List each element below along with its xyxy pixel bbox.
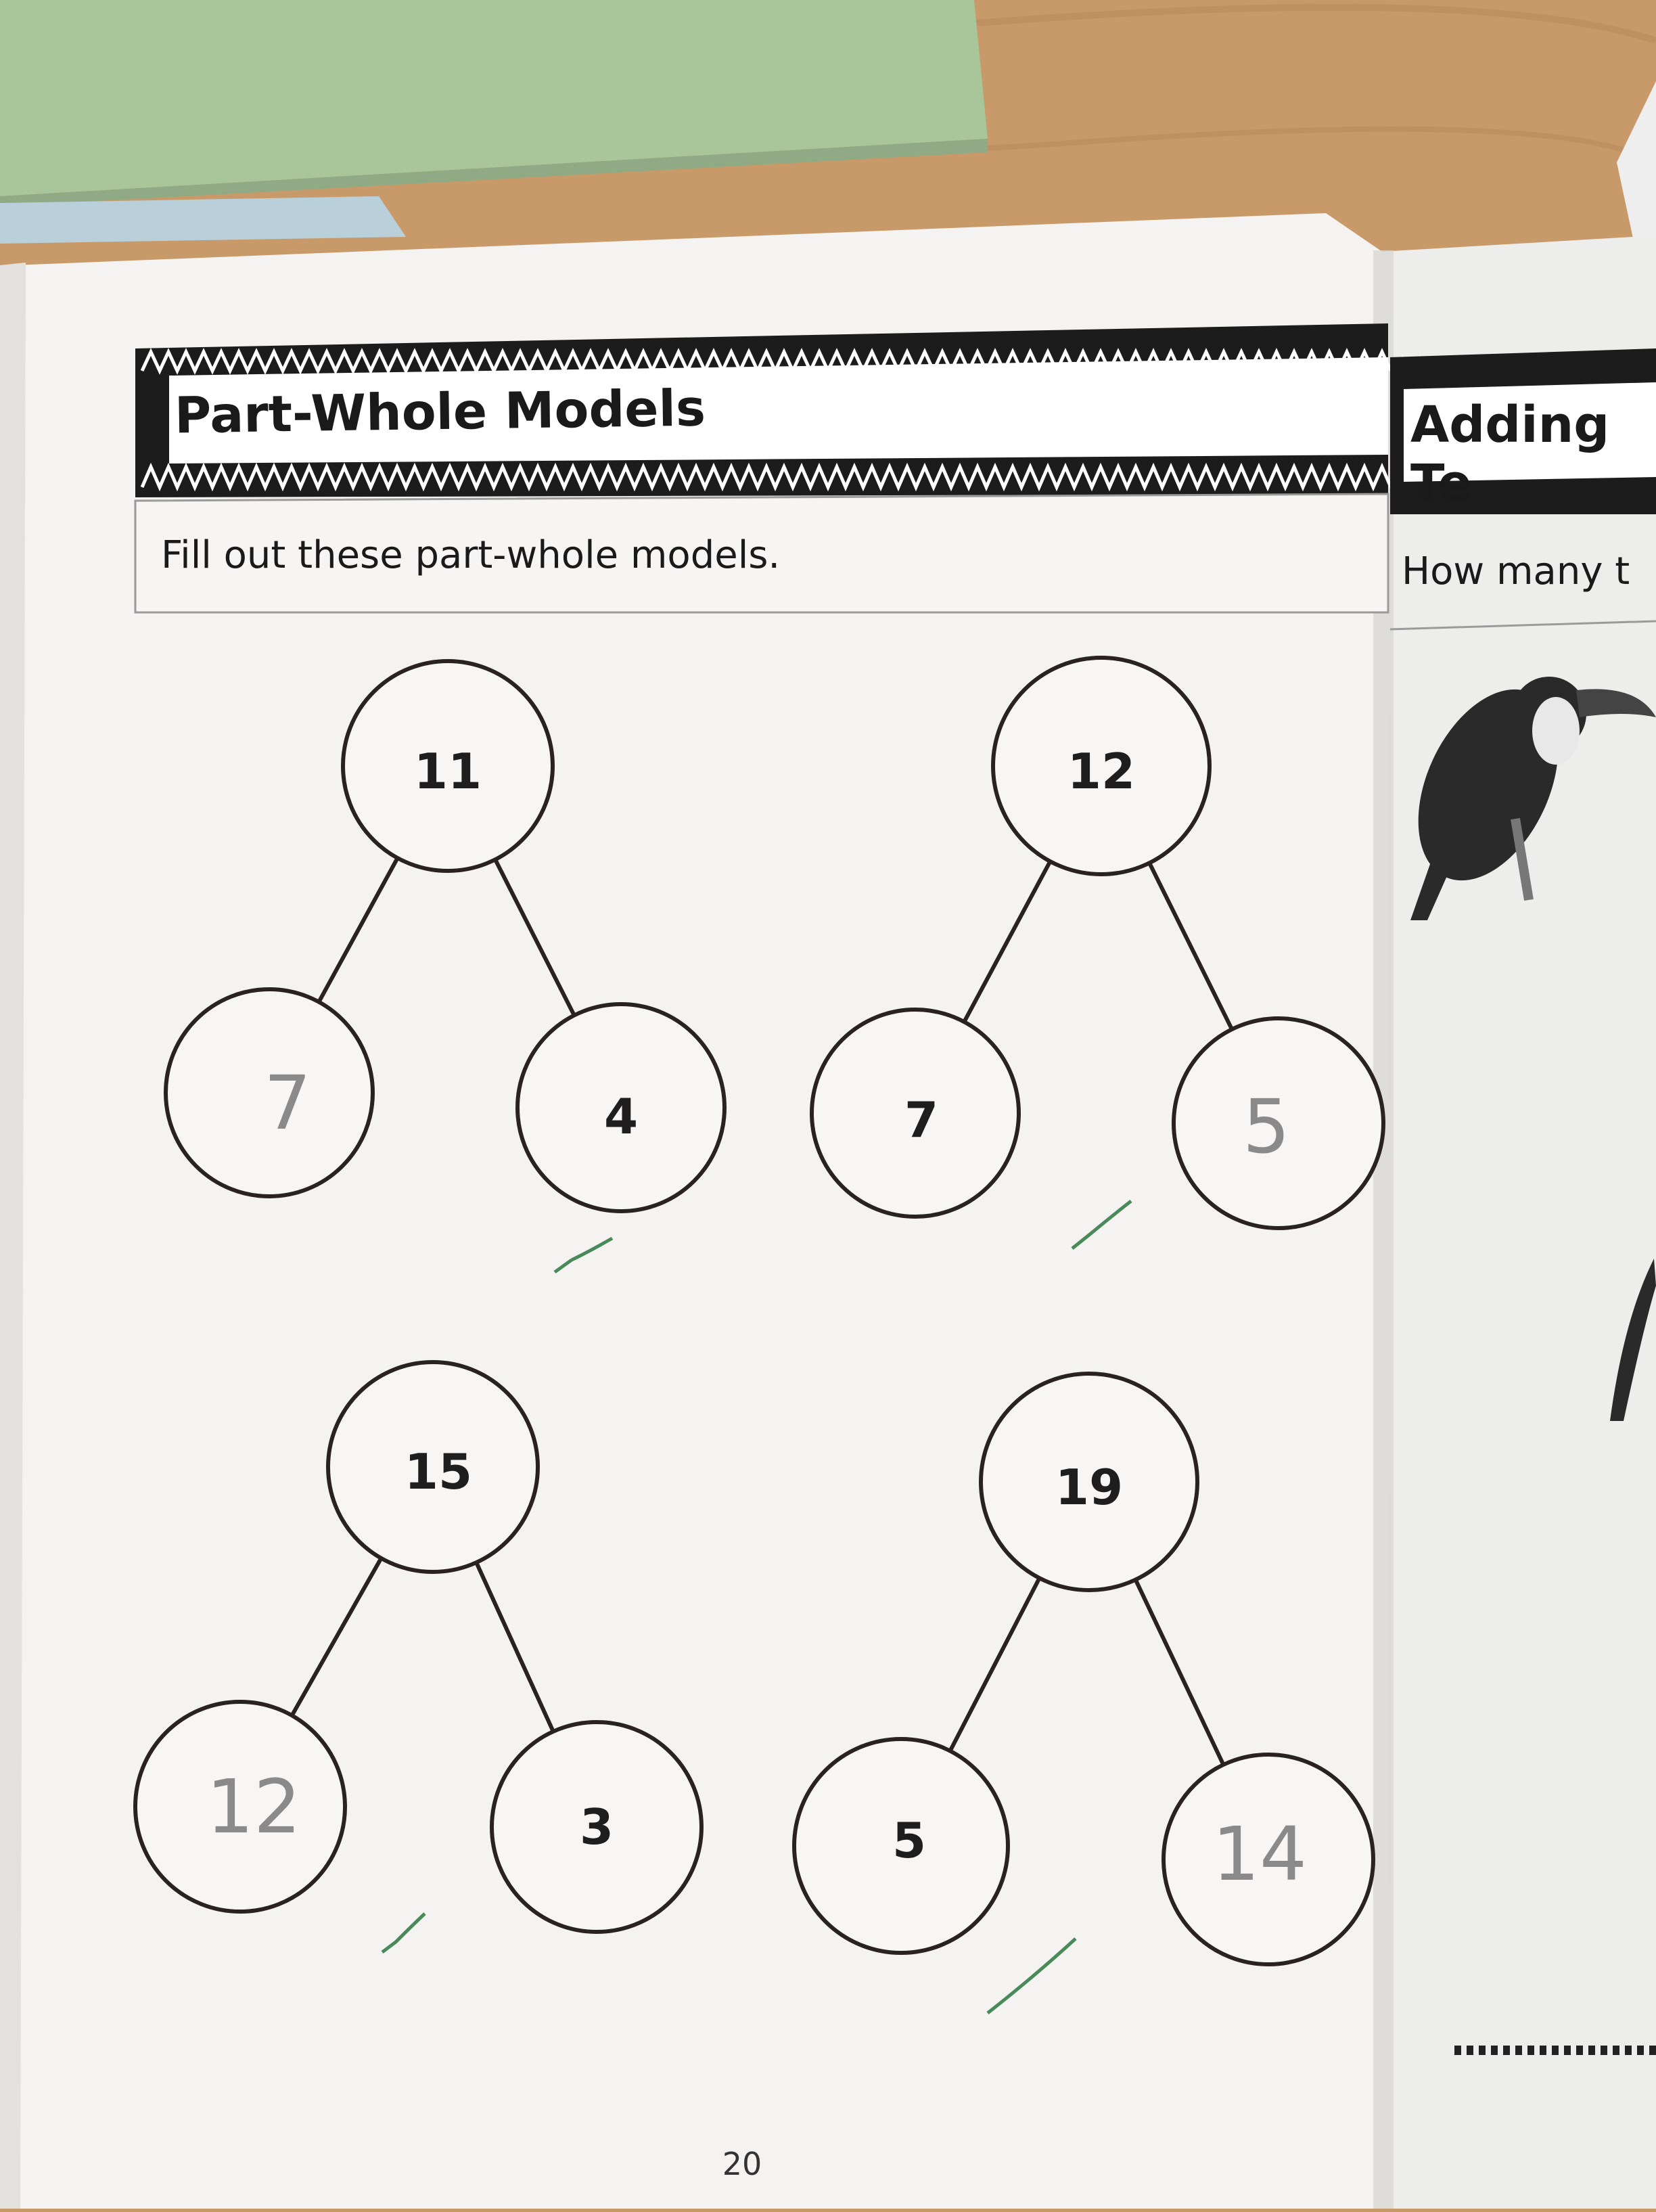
- part-value: 7: [904, 1091, 939, 1148]
- part-value: 5: [892, 1812, 927, 1869]
- part-value: 4: [603, 1088, 639, 1145]
- instruction-text: Fill out these part-whole models.: [161, 533, 781, 577]
- part-value-handwritten: 14: [1212, 1811, 1307, 1897]
- part-value-handwritten: 12: [206, 1763, 301, 1850]
- whole-value: 12: [1067, 743, 1136, 800]
- page-title: Part-Whole Models: [174, 379, 706, 445]
- whole-value: 19: [1055, 1459, 1124, 1516]
- part-value-handwritten: 7: [264, 1060, 311, 1146]
- right-page-title: Adding Te: [1410, 396, 1610, 512]
- right-page: [1380, 235, 1656, 2209]
- part-value: 3: [579, 1799, 614, 1855]
- whole-value: 15: [404, 1443, 473, 1500]
- page-number: 20: [722, 2146, 762, 2182]
- right-page-instruction: How many t: [1402, 549, 1630, 593]
- part-value-handwritten: 5: [1243, 1083, 1290, 1170]
- blue-book: [0, 196, 406, 244]
- whole-value: 11: [413, 743, 482, 800]
